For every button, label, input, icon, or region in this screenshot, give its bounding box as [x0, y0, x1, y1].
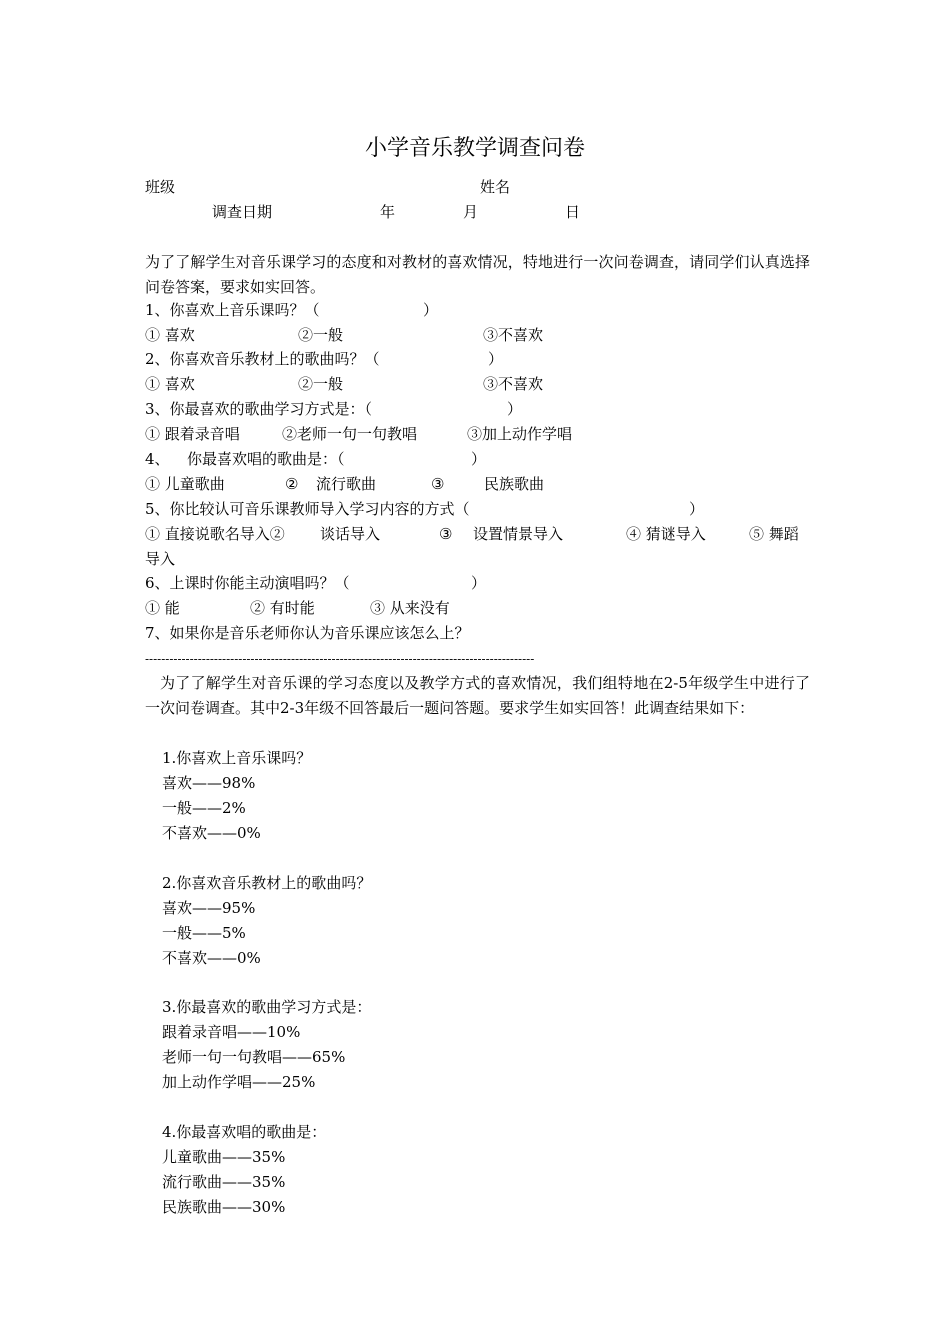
result-item: 不喜欢——0% [162, 949, 261, 967]
option: ① 跟着录音唱 [145, 425, 240, 443]
question-2-close: ） [488, 350, 504, 368]
option: ① 儿童歌曲 [145, 475, 225, 493]
option: 谈话导入 [320, 525, 381, 543]
option: 设置情景导入 [473, 525, 564, 543]
question-4 [145, 447, 810, 472]
question-2-text: 2、你喜欢音乐教材上的歌曲吗？（ [145, 350, 380, 368]
option: ②一般 [298, 326, 344, 344]
result-item: 一般——5% [162, 924, 246, 942]
result-item: 老师一句一句教唱——65% [162, 1048, 346, 1066]
option: ③不喜欢 [483, 326, 544, 344]
option: ②老师一句一句教唱 [282, 425, 418, 443]
option: ③ [431, 475, 445, 493]
results-intro: 为了了解学生对音乐课的学习态度以及教学方式的喜欢情况，我们组特地在2-5年级学生中进行了一次问卷调查。其中2-3年级不回答最后一题问答题。要求学生如实回答！此调查结果如下： [145, 674, 810, 717]
result-item: 流行歌曲——35% [162, 1173, 286, 1191]
day-label: 日 [565, 203, 581, 221]
option: 流行歌曲 [316, 475, 377, 493]
result-item: 民族歌曲——30% [162, 1198, 286, 1216]
question-7-text: 7、如果你是音乐老师你认为音乐课应该怎么上？ [145, 624, 470, 642]
question-6-text: 6、上课时你能主动演唱吗？（ [145, 574, 350, 592]
question-4-number: 4、 [145, 450, 170, 468]
question-4-close: ） [471, 450, 487, 468]
question-2-options [145, 372, 810, 397]
result-item: 一般——2% [162, 799, 246, 817]
question-3-text: 3、你最喜欢的歌曲学习方式是：（ [145, 400, 373, 418]
question-6-options [145, 596, 810, 621]
option: ① 能 [145, 599, 180, 617]
option: ③ 从来没有 [370, 599, 450, 617]
result-item: 加上动作学唱——25% [162, 1073, 316, 1091]
option: ② [285, 475, 299, 493]
question-5-close: ） [689, 500, 705, 518]
question-1-options [145, 323, 810, 348]
result-1-question: 1.你喜欢上音乐课吗？ [162, 749, 312, 767]
option: ③加上动作学唱 [467, 425, 573, 443]
name-label: 姓名 [480, 178, 511, 196]
result-item: 跟着录音唱——10% [162, 1023, 301, 1041]
question-1 [145, 298, 810, 323]
option: ① 喜欢 [145, 326, 195, 344]
question-2 [145, 347, 810, 372]
option: 民族歌曲 [484, 475, 545, 493]
question-5-options-wrap [145, 547, 810, 572]
intro-paragraph: 为了了解学生对音乐课学习的态度和对教材的喜欢情况，特地进行一次问卷调查，请同学们认真选择问卷答案，要求如实回答。 [145, 253, 810, 296]
question-3 [145, 397, 810, 422]
option-wrap: 导入 [145, 550, 176, 568]
date-label: 调查日期 [212, 203, 273, 221]
option: ②一般 [298, 375, 344, 393]
question-4-options [145, 472, 810, 497]
option: ⑤ 舞蹈 [749, 525, 799, 543]
question-1-close: ） [423, 301, 439, 319]
question-1-text: 1、你喜欢上音乐课吗？（ [145, 301, 320, 319]
result-3-question: 3.你最喜欢的歌曲学习方式是： [162, 998, 372, 1016]
option: ① 直接说歌名导入② [145, 525, 285, 543]
result-item: 不喜欢——0% [162, 824, 261, 842]
year-label: 年 [380, 203, 396, 221]
question-3-options [145, 422, 810, 447]
option: ① 喜欢 [145, 375, 195, 393]
class-label: 班级 [145, 178, 176, 196]
divider-line: ------------------------------------------------------------------------------------------------ [145, 652, 535, 666]
question-5 [145, 497, 810, 522]
month-label: 月 [463, 203, 479, 221]
result-2-question: 2.你喜欢音乐教材上的歌曲吗？ [162, 874, 372, 892]
option: ③不喜欢 [483, 375, 544, 393]
option: ③ [439, 525, 453, 543]
question-5-options [145, 522, 810, 547]
question-6-close: ） [471, 574, 487, 592]
result-4-question: 4.你最喜欢唱的歌曲是： [162, 1123, 327, 1141]
result-item: 儿童歌曲——35% [162, 1148, 286, 1166]
page-title: 小学音乐教学调查问卷 [364, 136, 585, 161]
question-5-text: 5、你比较认可音乐课教师导入学习内容的方式（ [145, 500, 470, 518]
result-item: 喜欢——95% [162, 899, 256, 917]
question-6 [145, 571, 810, 596]
option: ④ 猜谜导入 [626, 525, 706, 543]
option: ② 有时能 [250, 599, 315, 617]
result-item: 喜欢——98% [162, 774, 256, 792]
question-3-close: ） [507, 400, 523, 418]
question-7 [145, 621, 810, 646]
question-4-text: 你最喜欢唱的歌曲是：（ [187, 450, 345, 468]
